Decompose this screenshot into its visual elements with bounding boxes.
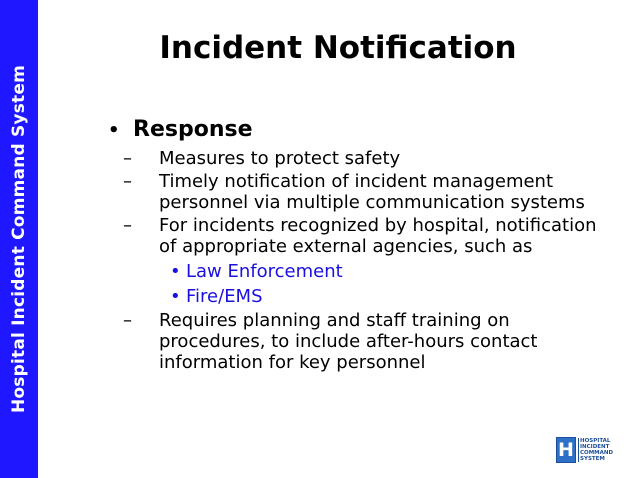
sub-list-item [170,261,618,282]
slide-title: Incident Notification [159,30,517,66]
dash-marker: – [123,148,132,169]
list-item-text: For incidents recognized by hospital, notification of appropriate external agencies, such as [159,215,597,257]
logo-line: INCIDENT [580,444,610,450]
list-item-text: Measures to protect safety [159,148,401,169]
list-item-text: Requires planning and staff training on procedures, to include after-hours contact information for key personnel [159,310,538,373]
logo-letter: H [556,437,576,463]
slide-content [108,117,618,375]
list-item [123,310,618,373]
list-item [123,171,618,213]
heading-bullet-item [108,117,618,142]
bullet-marker: • [108,120,120,141]
list-item-text: Timely notification of incident management personnel via multiple communication systems [159,171,585,213]
sub-list-item-text: Law Enforcement [186,261,343,282]
hics-logo [556,437,618,463]
logo-wordmark [578,438,613,462]
heading-text: Response [133,117,253,142]
logo-line: SYSTEM [580,456,605,462]
list-item [123,215,618,257]
dash-marker: – [123,215,132,236]
sub-list-item-text: Fire/EMS [186,286,263,307]
dash-marker: – [123,310,132,331]
sub-list-item [170,286,618,307]
sidebar-label: Hospital Incident Command System [9,64,29,414]
bullet-marker: • [170,261,181,282]
list-item [123,148,618,169]
dash-marker: – [123,171,132,192]
sidebar [0,0,38,478]
logo-line: HOSPITAL [580,438,611,444]
logo-line: COMMAND [580,450,614,456]
bullet-marker: • [170,286,181,307]
